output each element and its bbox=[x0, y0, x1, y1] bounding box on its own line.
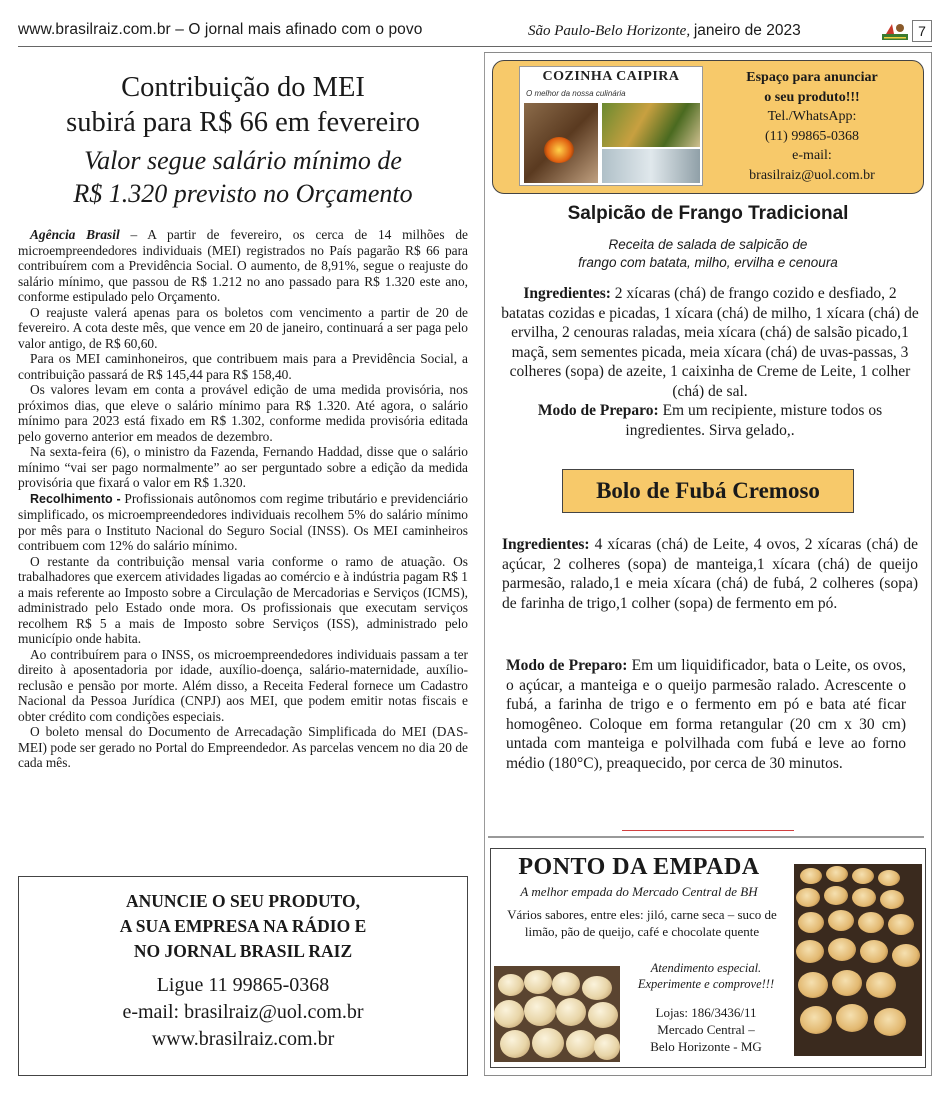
page-header bbox=[18, 20, 932, 44]
recipe1-subtitle: Receita de salada de salpicão de frango com batata, milho, ervilha e cenoura bbox=[578, 237, 838, 270]
article-paragraph: Agência Brasil – A partir de fevereiro, os cerca de 14 milhões de microempreendedores individuais (MEI) registrados no País pagarão R$ 66 para contribuírem com a Previdência Social. O aumento, de 8,91%, segue o reajuste do salário mínimo, que passou de R$ 1.212 no ano passado para R$ 1.320 este ano, conforme estipulado pelo Orçamento. bbox=[18, 227, 468, 304]
advertise-phone: Ligue 11 99865-0368 bbox=[156, 974, 330, 996]
banner-text: Espaço para anunciar o seu produto!!! Tel./WhatsApp: (11) 99865-0368 e-mail: brasilraiz@uol.com.br bbox=[712, 68, 912, 185]
article-paragraph: Os valores levam em conta a provável edição de uma medida provisória, nos próximos dias, que eleve o salário mínimo para R$ 1.320. Até agora, o salário mínimo para 2023 está fixado em R$ 1.302, conforme medida provisória editada pelo governo anterior em meados de dezembro. bbox=[18, 382, 468, 444]
advertise-contact bbox=[19, 972, 467, 1053]
advertise-box bbox=[18, 876, 468, 1076]
article-paragraph: Recolhimento - Profissionais autônomos com regime tributário e previdenciário simplificado, os microempreendedores individuais recolhem 5% do salário mínimo por mês para o Instituto Nacional do Seguro Social (INSS). Os MEI caminheiros contribuem com 12% do salário mínimo. bbox=[18, 490, 468, 553]
article-source: Agência Brasil bbox=[30, 227, 120, 242]
banner-email[interactable]: brasilraiz@uol.com.br bbox=[749, 167, 875, 183]
recipe2-ingredients: Ingredientes: 4 xícaras (chá) de Leite, 4 ovos, 2 xícaras (chá) de açúcar, 2 colheres (sopa) de manteiga,1 xícara (chá) de queijo parmesão, ralado,1 e meia xícara (chá) de fubá, 2 colheres (sopa) de farinha de trigo,1 colher (sopa) de fermento em pó. bbox=[502, 536, 918, 612]
article-paragraph: O boleto mensal do Documento de Arrecadação Simplificada do MEI (DAS-MEI) pode ser gerado no Portal do Empreendedor. As parcelas vencem no dia 20 de cada mês. bbox=[18, 724, 468, 770]
header-date: janeiro de 2023 bbox=[693, 22, 801, 39]
header-divider bbox=[18, 46, 932, 47]
recipe1-title: Salpicão de Frango Tradicional bbox=[567, 203, 849, 224]
empada-attendance: Atendimento especial. Experimente e comprove!!! bbox=[637, 961, 775, 991]
article-body bbox=[18, 227, 468, 771]
article-paragraph: Na sexta-feira (6), o ministro da Fazenda, Fernando Haddad, disse que o salário mínimo “vai ser pago normalmente” ao ser perguntado sobre a edição da medida provisória que fixará o valor em R$ 1.320. bbox=[18, 444, 468, 490]
empada-title: PONTO DA EMPADA bbox=[518, 854, 760, 880]
article-paragraph: O reajuste valerá apenas para os boletos com vencimento a partir de 20 de fevereiro. A cota deste mês, que vence em 20 de janeiro, continuará a ser paga pelo valor antigo, de R$ 60,60. bbox=[18, 304, 468, 351]
page-number: 7 bbox=[912, 20, 932, 42]
empadas-tray-photo bbox=[794, 864, 922, 1056]
red-divider bbox=[622, 830, 794, 831]
advertise-heading: ANUNCIE O SEU PRODUTO, A SUA EMPRESA NA RÁDIO E NO JORNAL BRASIL RAIZ bbox=[119, 891, 367, 961]
food-plate-photo bbox=[602, 103, 700, 147]
header-site: www.brasilraiz.com.br – O jornal mais afinado com o povo bbox=[18, 21, 423, 38]
empada-stores: Lojas: 186/3436/11 Mercado Central – Belo Horizonte - MG bbox=[650, 1005, 762, 1054]
recipe2-title: Bolo de Fubá Cremoso bbox=[562, 469, 854, 513]
brasil-raiz-logo-icon bbox=[880, 20, 910, 42]
section-divider bbox=[488, 836, 924, 838]
article-paragraph: O restante da contribuição mensal varia conforme o ramo de atuação. Os trabalhadores que exercem atividades ligadas ao comércio e à indústria pagam R$ 1 a mais referente ao Imposto sobre a Circulação de Mercadorias e Serviços (ICMS), administrado pelo Estado onde mora. Os profissionais que executam serviços recolhem R$ 5 a mais de Imposto sobre Serviços (ISS), administrado pelo município onde habita. bbox=[18, 553, 468, 646]
advertise-website-link[interactable]: www.brasilraiz.com.br bbox=[151, 1028, 335, 1050]
section-lead: Recolhimento - bbox=[30, 491, 121, 506]
pan-photo bbox=[602, 149, 700, 183]
fire-icon bbox=[544, 137, 574, 163]
article-title: Contribuição do MEI subirá para R$ 66 em fevereiro bbox=[66, 72, 420, 138]
empada-description: Vários sabores, entre eles: jiló, carne seca – suco de limão, pão de queijo, café e chocolate quente bbox=[507, 907, 777, 939]
advertise-email[interactable]: e-mail: brasilraiz@uol.com.br bbox=[122, 1001, 364, 1023]
pao-de-queijo-photo bbox=[494, 966, 620, 1062]
recipe1-body bbox=[500, 284, 920, 440]
recipe1-ingredients: Ingredientes: 2 xícaras (chá) de frango cozido e desfiado, 2 batatas cozidas e picadas, 1 xícara (chá) de milho, 1 xícara (chá) de ervilha, 2 cenouras raladas, meia xícara (chá) de salsão picado,1 maçã, sem sementes picada, meia xícara (chá) de uvas-passas, 3 colheres (sopa) de azeite, 1 caixinha de Creme de Leite, 1 colher (chá) de sal. bbox=[501, 285, 919, 400]
empada-subtitle: A melhor empada do Mercado Central de BH bbox=[520, 884, 758, 899]
cozinha-logo-title: COZINHA CAIPIRA bbox=[542, 69, 680, 84]
recipe2-preparation: Modo de Preparo: Em um liquidificador, bata o Leite, os ovos, o açúcar, a manteiga e o queijo parmesão ralado. Acrescente o fubá, a farinha de trigo e o fermento em pó e bata até ficar homogêneo. Coloque em forma retangular (20 cm x 30 cm) untada com manteiga e polvilhada com fubá e leve ao forno médio (180°C), preaquecido, por cerca de 30 minutos. bbox=[506, 657, 906, 772]
cozinha-logo-sub: O melhor da nossa culinária bbox=[526, 89, 626, 98]
article-paragraph: Para os MEI caminhoneiros, que contribuem mais para a Previdência Social, a contribuição passará de R$ 145,44 para R$ 158,40. bbox=[18, 351, 468, 382]
article-subtitle: Valor segue salário mínimo de R$ 1.320 previsto no Orçamento bbox=[73, 146, 413, 208]
article-paragraph: Ao contribuírem para o INSS, os microempreendedores individuais passam a ter direito à aposentadoria por idade, auxílio-doença, salário-maternidade, auxílio-reclusão e pensão por morte. Além disso, a Receita Federal fornece um Cadastro Nacional da Pessoa Jurídica (CNPJ) aos MEI, que podem emitir notas fiscais e obter crédito com condições especiais. bbox=[18, 646, 468, 724]
header-city: São Paulo-Belo Horizonte, janeiro de 2023 bbox=[528, 22, 801, 39]
banner-phone: (11) 99865-0368 bbox=[765, 128, 859, 144]
recipe1-preparation: Modo de Preparo: Em um recipiente, misture todos os ingredientes. Sirva gelado,. bbox=[537, 402, 883, 439]
cozinha-caipira-logo bbox=[519, 66, 703, 186]
